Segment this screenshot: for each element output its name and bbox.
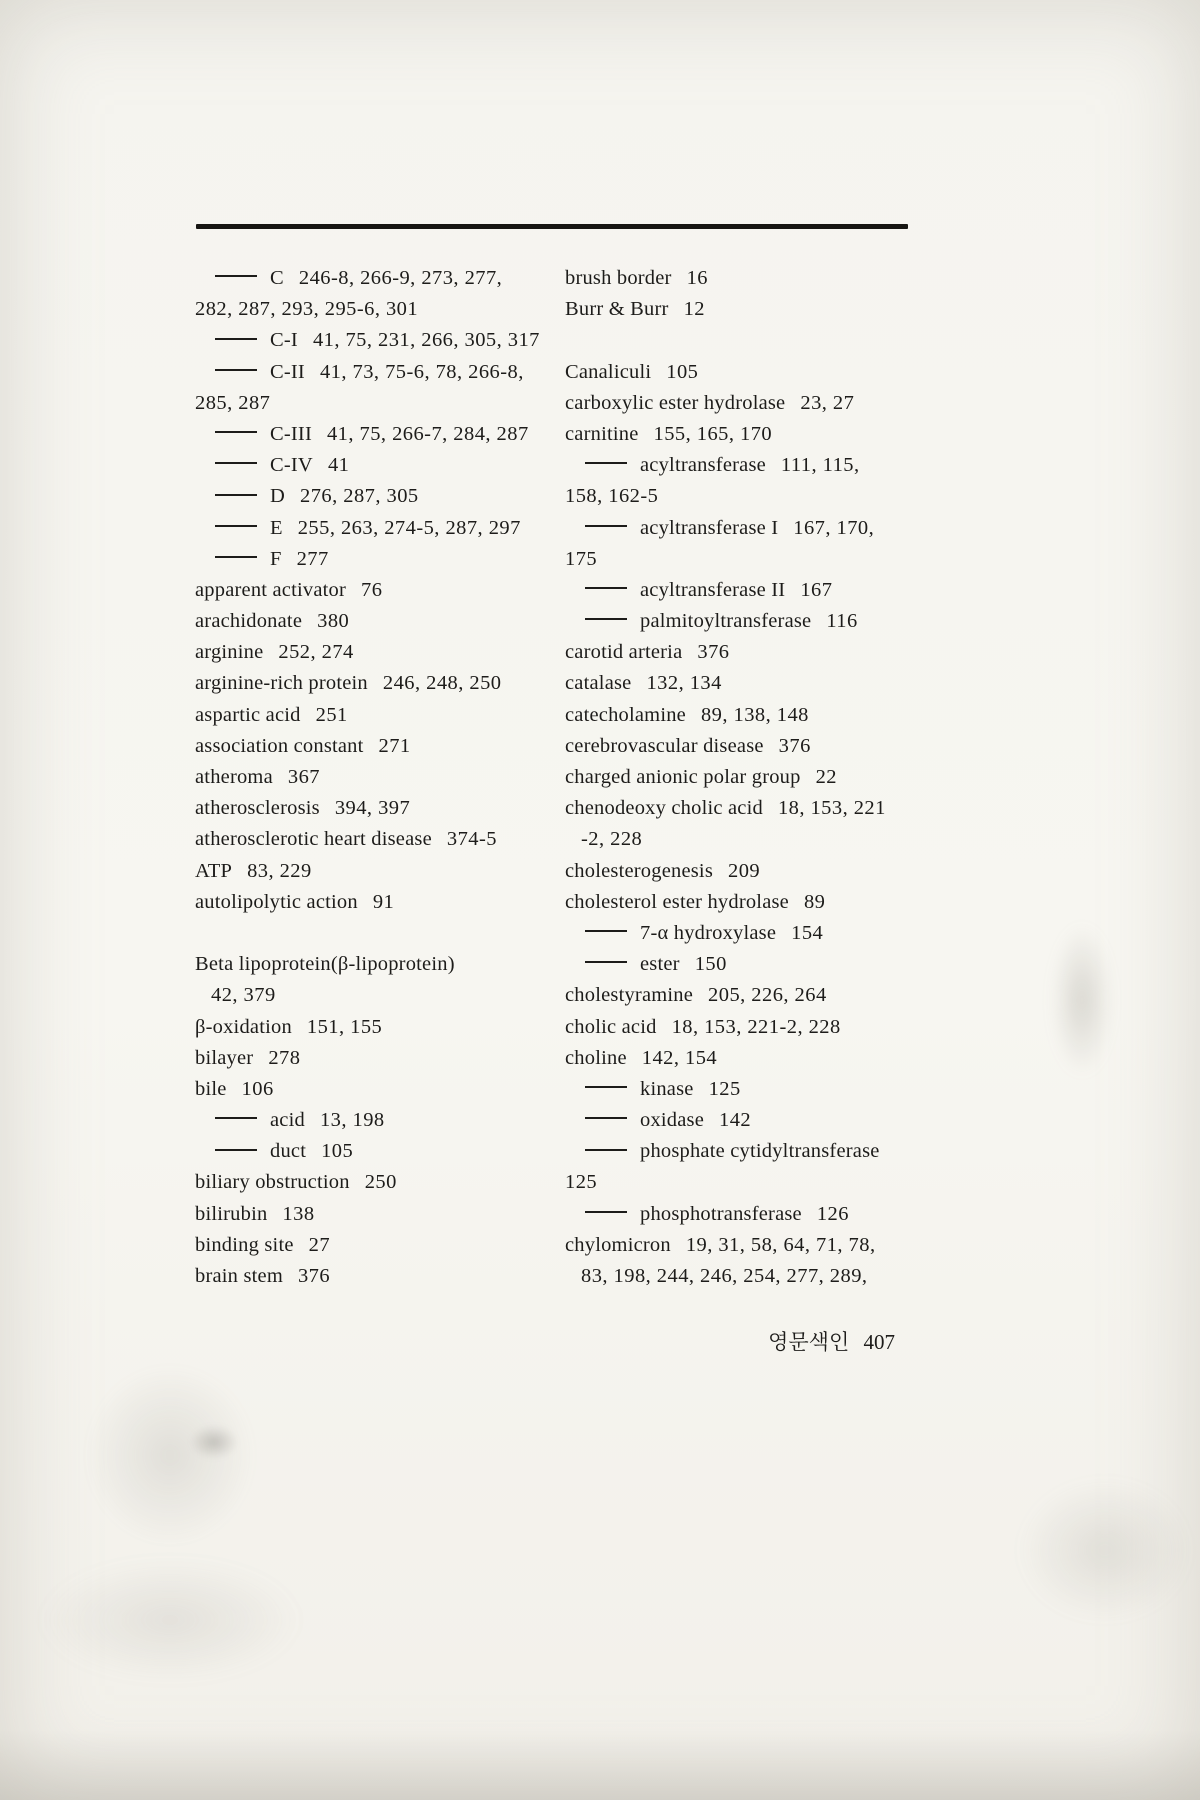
index-line [565, 918, 930, 949]
index-pages: 41, 75, 266-7, 284, 287 [326, 422, 529, 445]
index-term: cholic acid [565, 1015, 657, 1038]
index-line [195, 544, 560, 575]
index-term: atheroma [195, 766, 273, 788]
index-line [195, 700, 560, 731]
index-line [195, 481, 560, 512]
index-pages: 132, 134 [646, 672, 722, 695]
index-term: phosphotransferase [640, 1202, 802, 1225]
index-term: E [270, 516, 283, 539]
index-pages: 175 [565, 547, 598, 570]
index-pages: 374-5 [446, 828, 497, 851]
index-line [195, 731, 560, 762]
dash-leader-icon [215, 431, 257, 433]
dash-leader-icon [215, 525, 257, 527]
index-pages: 19, 31, 58, 64, 71, 78, [685, 1233, 876, 1256]
index-line [565, 263, 930, 294]
index-term: chylomicron [565, 1233, 671, 1256]
index-term: brain stem [195, 1265, 283, 1287]
index-pages: 105 [666, 360, 699, 383]
index-line [565, 1199, 930, 1230]
index-line [195, 606, 560, 637]
index-term: bilirubin [195, 1202, 268, 1225]
index-line [195, 419, 560, 450]
index-line [565, 294, 930, 325]
index-line [195, 668, 560, 699]
scan-smudge [1052, 925, 1112, 1075]
dash-leader-icon [585, 462, 627, 464]
index-pages: 41, 73, 75-6, 78, 266-8, [319, 360, 524, 383]
dash-leader-icon [215, 1149, 257, 1151]
index-line [195, 824, 560, 855]
index-pages: 376 [297, 1265, 331, 1287]
index-pages: 142 [719, 1109, 752, 1132]
dash-leader-icon [585, 1117, 627, 1119]
index-term: arachidonate [195, 610, 303, 633]
index-pages: 154 [791, 921, 824, 944]
dash-leader-icon [215, 275, 257, 277]
scan-smudge [85, 1365, 255, 1545]
index-term: C-II [270, 360, 305, 383]
index-pages: 16 [686, 267, 708, 289]
index-line [195, 388, 560, 419]
index-line [195, 980, 560, 1011]
index-line [195, 575, 560, 606]
index-pages: 285, 287 [195, 391, 271, 414]
index-line [565, 668, 930, 699]
index-pages: 277 [296, 547, 329, 570]
index-column-right [565, 263, 930, 1292]
page-footer: 영문색인 407 [768, 1330, 895, 1354]
index-line [565, 949, 930, 980]
index-pages: 126 [816, 1202, 849, 1225]
index-pages: 155, 165, 170 [653, 422, 773, 445]
index-term: C-IV [270, 454, 313, 477]
top-rule [196, 224, 908, 229]
index-term: oxidase [640, 1109, 705, 1132]
index-term: apparent activator [195, 578, 347, 601]
index-term: ATP [195, 859, 233, 882]
index-line [195, 1261, 560, 1292]
index-pages: 282, 287, 293, 295-6, 301 [195, 298, 419, 321]
index-line [565, 1230, 930, 1261]
index-term: C-I [270, 329, 298, 352]
dash-leader-icon [585, 525, 627, 527]
index-pages: 22 [815, 766, 837, 788]
index-term: C [270, 267, 284, 289]
index-term: charged anionic polar group [565, 766, 801, 788]
scan-smudge [190, 1425, 238, 1459]
scan-smudge [1020, 1480, 1190, 1620]
index-line [565, 980, 930, 1011]
dash-leader-icon [215, 1117, 257, 1119]
index-pages: 271 [378, 734, 411, 757]
index-term: kinase [640, 1077, 694, 1100]
index-pages: 394, 397 [334, 797, 411, 820]
index-line [195, 325, 560, 356]
index-term: atherosclerotic heart disease [195, 828, 432, 851]
index-pages: 12 [683, 298, 705, 321]
index-term: β-oxidation [195, 1015, 292, 1038]
index-term: D [270, 485, 286, 508]
index-line [565, 606, 930, 637]
dash-leader-icon [215, 494, 257, 496]
index-pages: 89 [803, 890, 826, 913]
dash-leader-icon [585, 961, 627, 963]
index-term: choline [565, 1046, 627, 1069]
index-line [195, 1199, 560, 1230]
index-line [195, 294, 560, 325]
index-line [565, 419, 930, 450]
dash-leader-icon [585, 618, 627, 620]
index-line [195, 1167, 560, 1198]
index-pages: 106 [241, 1077, 274, 1100]
index-line [565, 1167, 930, 1198]
index-term: brush border [565, 267, 672, 289]
index-line [565, 1261, 930, 1292]
index-line [565, 1012, 930, 1043]
index-line [195, 450, 560, 481]
scan-edge-shadow [0, 1730, 1200, 1800]
index-pages: 167 [800, 578, 833, 601]
index-line [565, 357, 930, 388]
index-pages: 42, 379 [211, 984, 276, 1007]
index-pages: 367 [287, 766, 320, 788]
index-line [195, 513, 560, 544]
index-term: catecholamine [565, 703, 686, 726]
index-term: carboxylic ester hydrolase [565, 391, 786, 414]
index-pages: 18, 153, 221-2, 228 [671, 1015, 841, 1038]
dash-leader-icon [585, 587, 627, 589]
index-line [195, 856, 560, 887]
index-term: arginine-rich protein [195, 672, 368, 695]
index-line [195, 263, 560, 294]
index-term: acyltransferase II [640, 578, 786, 601]
index-pages: 116 [826, 610, 858, 633]
index-pages: -2, 228 [581, 828, 643, 851]
index-line [565, 731, 930, 762]
index-line [565, 700, 930, 731]
index-line [195, 1074, 560, 1105]
index-pages: 205, 226, 264 [708, 984, 827, 1007]
index-pages: 209 [728, 859, 761, 882]
index-line [565, 637, 930, 668]
index-term: acyltransferase I [640, 516, 779, 539]
index-pages: 278 [268, 1046, 301, 1069]
index-pages: 23, 27 [800, 391, 855, 414]
index-column-left [195, 263, 560, 1292]
index-term: Canaliculi [565, 360, 652, 383]
index-line [195, 1105, 560, 1136]
index-pages: 83, 198, 244, 246, 254, 277, 289, [581, 1265, 868, 1287]
index-term: Beta lipoprotein(β-lipoprotein) [195, 953, 455, 976]
index-term: cerebrovascular disease [565, 734, 764, 757]
index-line [195, 1136, 560, 1167]
index-pages: 138 [282, 1202, 315, 1225]
index-pages: 376 [778, 734, 811, 757]
index-term: arginine [195, 641, 264, 664]
index-pages: 376 [697, 641, 730, 664]
index-pages: 150 [694, 953, 727, 976]
index-pages: 167, 170, [793, 516, 875, 539]
index-term: acid [270, 1109, 305, 1132]
index-line [195, 1043, 560, 1074]
index-pages: 276, 287, 305 [300, 485, 419, 508]
index-line [195, 887, 560, 918]
index-pages: 246, 248, 250 [382, 672, 502, 695]
dash-leader-icon [585, 1211, 627, 1213]
index-term: binding site [195, 1233, 294, 1256]
index-pages: 251 [315, 703, 348, 726]
index-line [195, 949, 560, 980]
index-term: bilayer [195, 1046, 254, 1069]
index-gap [195, 918, 560, 949]
index-line [195, 1230, 560, 1261]
index-line [565, 544, 930, 575]
index-term: bile [195, 1077, 227, 1100]
index-term: duct [270, 1140, 307, 1163]
index-pages: 105 [321, 1140, 354, 1163]
index-line [195, 357, 560, 388]
index-term: 7-α hydroxylase [640, 921, 777, 944]
index-pages: 125 [565, 1171, 598, 1194]
index-term: acyltransferase [640, 454, 766, 477]
dash-leader-icon [585, 1086, 627, 1088]
index-pages: 91 [372, 890, 395, 913]
index-line [195, 637, 560, 668]
index-term: carnitine [565, 422, 639, 445]
index-term: aspartic acid [195, 703, 301, 726]
index-term: carotid arteria [565, 641, 683, 664]
index-line [565, 1105, 930, 1136]
index-line [195, 1012, 560, 1043]
index-term: cholesterogenesis [565, 859, 713, 882]
index-pages: 252, 274 [278, 641, 354, 664]
index-pages: 13, 198 [319, 1109, 385, 1132]
index-pages: 89, 138, 148 [700, 703, 809, 726]
index-line [565, 1043, 930, 1074]
dash-leader-icon [215, 338, 257, 340]
index-line [565, 450, 930, 481]
index-term: ester [640, 953, 680, 976]
index-term: F [270, 547, 282, 570]
index-pages: 246-8, 266-9, 273, 277, [298, 267, 503, 289]
dash-leader-icon [585, 930, 627, 932]
index-pages: 111, 115, [780, 454, 860, 477]
index-term: C-III [270, 422, 312, 445]
index-term: biliary obstruction [195, 1171, 350, 1194]
index-line [565, 856, 930, 887]
index-line [565, 1136, 930, 1167]
index-line [565, 481, 930, 512]
index-term: cholesterol ester hydrolase [565, 890, 789, 913]
index-pages: 142, 154 [641, 1046, 718, 1069]
index-term: catalase [565, 672, 632, 695]
index-pages: 83, 229 [247, 859, 312, 882]
index-gap [565, 325, 930, 356]
index-pages: 41 [327, 454, 350, 477]
index-pages: 41, 75, 231, 266, 305, 317 [312, 329, 540, 352]
index-term: chenodeoxy cholic acid [565, 797, 763, 820]
index-line [565, 388, 930, 419]
index-pages: 125 [708, 1077, 741, 1100]
dash-leader-icon [215, 462, 257, 464]
index-line [565, 1074, 930, 1105]
index-line [565, 762, 930, 793]
dash-leader-icon [215, 556, 257, 558]
index-term: palmitoyltransferase [640, 610, 812, 633]
index-line [195, 762, 560, 793]
index-term: atherosclerosis [195, 797, 320, 820]
index-line [565, 793, 930, 824]
index-line [565, 513, 930, 544]
dash-leader-icon [585, 1149, 627, 1151]
index-term: autolipolytic action [195, 890, 358, 913]
index-term: association constant [195, 734, 364, 757]
index-term: phosphate cytidyltransferase [640, 1140, 880, 1163]
dash-leader-icon [215, 369, 257, 371]
index-line [565, 824, 930, 855]
index-line [195, 793, 560, 824]
index-term: cholestyramine [565, 984, 694, 1007]
index-pages: 18, 153, 221 [777, 797, 886, 820]
index-pages: 255, 263, 274-5, 287, 297 [297, 516, 521, 539]
index-pages: 250 [364, 1171, 397, 1194]
index-pages: 151, 155 [306, 1015, 383, 1038]
index-pages: 380 [317, 610, 350, 633]
index-line [565, 887, 930, 918]
index-pages: 76 [361, 578, 383, 601]
index-pages: 27 [308, 1233, 331, 1256]
index-term: Burr & Burr [565, 298, 669, 321]
index-line [565, 575, 930, 606]
scan-smudge [40, 1560, 300, 1680]
index-pages: 158, 162-5 [565, 485, 659, 508]
